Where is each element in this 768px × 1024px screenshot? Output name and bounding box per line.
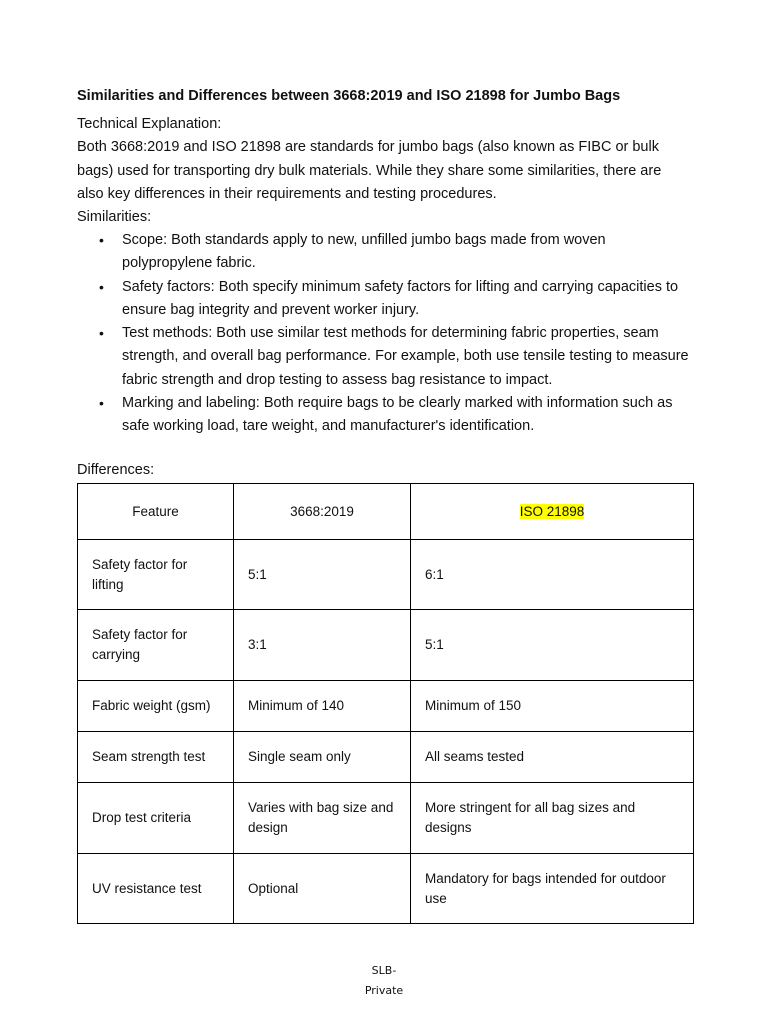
list-item: • Marking and labeling: Both require bags to be clearly marked with information such as safe working load, tare weight, and manufacturer's identification. bbox=[77, 392, 697, 439]
table-cell: Fabric weight (gsm) bbox=[78, 681, 234, 732]
table-row bbox=[78, 783, 694, 854]
table-row bbox=[78, 610, 694, 681]
list-item: • Scope: Both standards apply to new, unfilled jumbo bags made from woven polypropylene fabric. bbox=[77, 229, 697, 276]
list-item: • Test methods: Both use similar test methods for determining fabric properties, seam strength, and overall bag performance. For example, both use tensile testing to measure fabric strength and drop testing to assess bag resistance to impact. bbox=[77, 322, 697, 392]
table-row bbox=[78, 732, 694, 783]
similarities-list bbox=[77, 229, 697, 439]
table-cell: Varies with bag size and design bbox=[234, 783, 411, 854]
table-cell: 5:1 bbox=[234, 540, 411, 610]
table-cell: Safety factor for lifting bbox=[78, 540, 234, 610]
intro-text bbox=[77, 113, 697, 229]
table-cell: Optional bbox=[234, 854, 411, 924]
table-cell: Drop test criteria bbox=[78, 783, 234, 854]
table-header-cell: Feature bbox=[78, 484, 234, 540]
intro-line: bags) used for transporting dry bulk materials. While they share some similarities, there are bbox=[77, 162, 662, 179]
table-row bbox=[78, 854, 694, 924]
table-cell: Safety factor for carrying bbox=[78, 610, 234, 681]
table-header-cell bbox=[411, 484, 694, 540]
intro-line: also key differences in their requirements and testing procedures. bbox=[77, 185, 497, 202]
table-cell: 3:1 bbox=[234, 610, 411, 681]
footer-line: SLB- bbox=[371, 964, 397, 977]
table-row bbox=[78, 540, 694, 610]
table-cell: All seams tested bbox=[411, 732, 694, 783]
table-cell: UV resistance test bbox=[78, 854, 234, 924]
highlighted-header-text: ISO 21898 bbox=[519, 503, 585, 519]
differences-table bbox=[77, 483, 694, 924]
list-item: • Safety factors: Both specify minimum safety factors for lifting and carrying capacities to ensure bag integrity and prevent worker injury. bbox=[77, 276, 697, 323]
table-cell: Mandatory for bags intended for outdoor use bbox=[411, 854, 694, 924]
table-cell: 6:1 bbox=[411, 540, 694, 610]
table-cell: 5:1 bbox=[411, 610, 694, 681]
table-header-cell: 3668:2019 bbox=[234, 484, 411, 540]
table-cell: Minimum of 150 bbox=[411, 681, 694, 732]
table-cell: More stringent for all bag sizes and designs bbox=[411, 783, 694, 854]
intro-line: Technical Explanation: bbox=[77, 116, 222, 132]
table-cell: Seam strength test bbox=[78, 732, 234, 783]
table-header-row bbox=[78, 484, 694, 540]
intro-line: Both 3668:2019 and ISO 21898 are standards for jumbo bags (also known as FIBC or bulk bbox=[77, 139, 659, 156]
footer-line: Private bbox=[364, 984, 404, 997]
table-cell: Single seam only bbox=[234, 732, 411, 783]
document-title: Similarities and Differences between 3668:2019 and ISO 21898 for Jumbo Bags bbox=[77, 88, 621, 104]
table-cell: Minimum of 140 bbox=[234, 681, 411, 732]
differences-heading: Differences: bbox=[77, 462, 155, 478]
classification-footer bbox=[0, 961, 768, 1001]
table-row bbox=[78, 681, 694, 732]
similarities-heading: Similarities: bbox=[77, 209, 152, 226]
